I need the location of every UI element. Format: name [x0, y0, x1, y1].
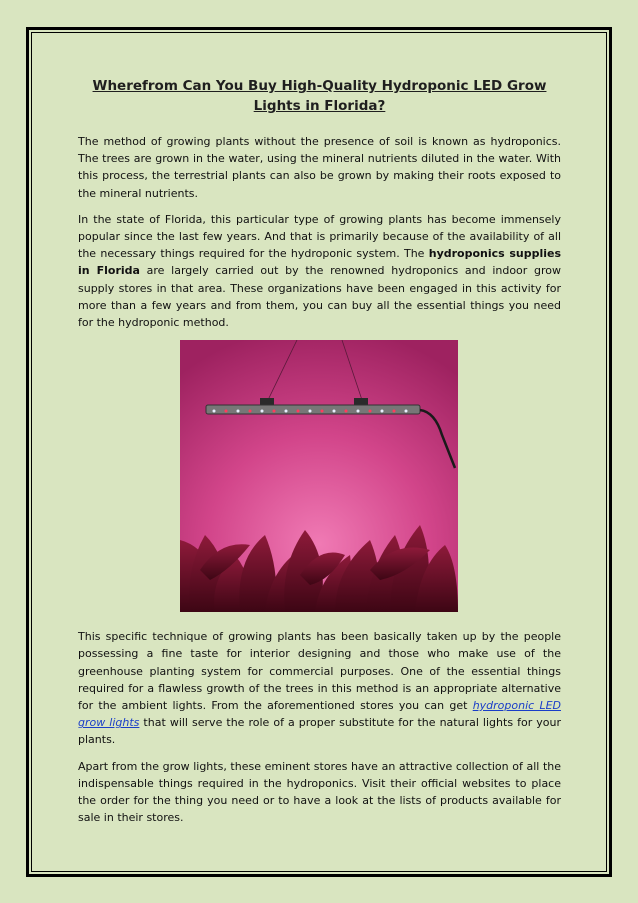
led-bar: [206, 405, 420, 414]
paragraph-3: [78, 628, 561, 748]
paragraph-4: Apart from the grow lights, these eminent stores have an attractive collection of all the indispensable things required in the hydroponics. Visit their official websites to place the order for the thing you need or to have a look at the lists of products available for sale in their stores.: [78, 759, 561, 825]
paragraph-2-bold: hydroponics supplies in Florida: [78, 247, 561, 278]
paragraph-2: [78, 211, 561, 331]
document-body: [78, 76, 561, 835]
grow-light-photo: [180, 340, 458, 612]
document-title: Wherefrom Can You Buy High-Quality Hydroponic LED Grow Lights in Florida?: [92, 78, 547, 114]
hydroponic-led-grow-lights-link[interactable]: hydroponic LED grow lights: [78, 699, 561, 730]
paragraph-3-text-a: This specific technique of growing plants has been basically taken up by the people possessing a fine taste for interior designing and those who make use of the greenhouse planting system for commercial purposes. One of the essential things required for a flawless growth of the trees in this method is an appropriate alternative for the ambient lights. From the aforementioned stores you can get: [78, 630, 561, 713]
paragraph-2-text-b: are largely carried out by the renowned hydroponics and indoor grow supply stores in that area. These organizations have been engaged in this activity for more than a few years and from them, you can buy all the essential things you need for the hydroponic method.: [78, 264, 561, 330]
paragraph-3-text-b: that will serve the role of a proper substitute for the natural lights for your plants.: [78, 716, 561, 747]
paragraph-1: The method of growing plants without the presence of soil is known as hydroponics. The trees are grown in the water, using the mineral nutrients diluted in the water. With this process, the terrestrial plants can also be grown by making their roots exposed to the mineral nutrients.: [78, 135, 561, 200]
paragraph-2-text-a: In the state of Florida, this particular type of growing plants has become immensely popular since the last few years. And that is primarily because of the availability of all the necessary things required for the hydroponic system. The: [78, 212, 561, 261]
